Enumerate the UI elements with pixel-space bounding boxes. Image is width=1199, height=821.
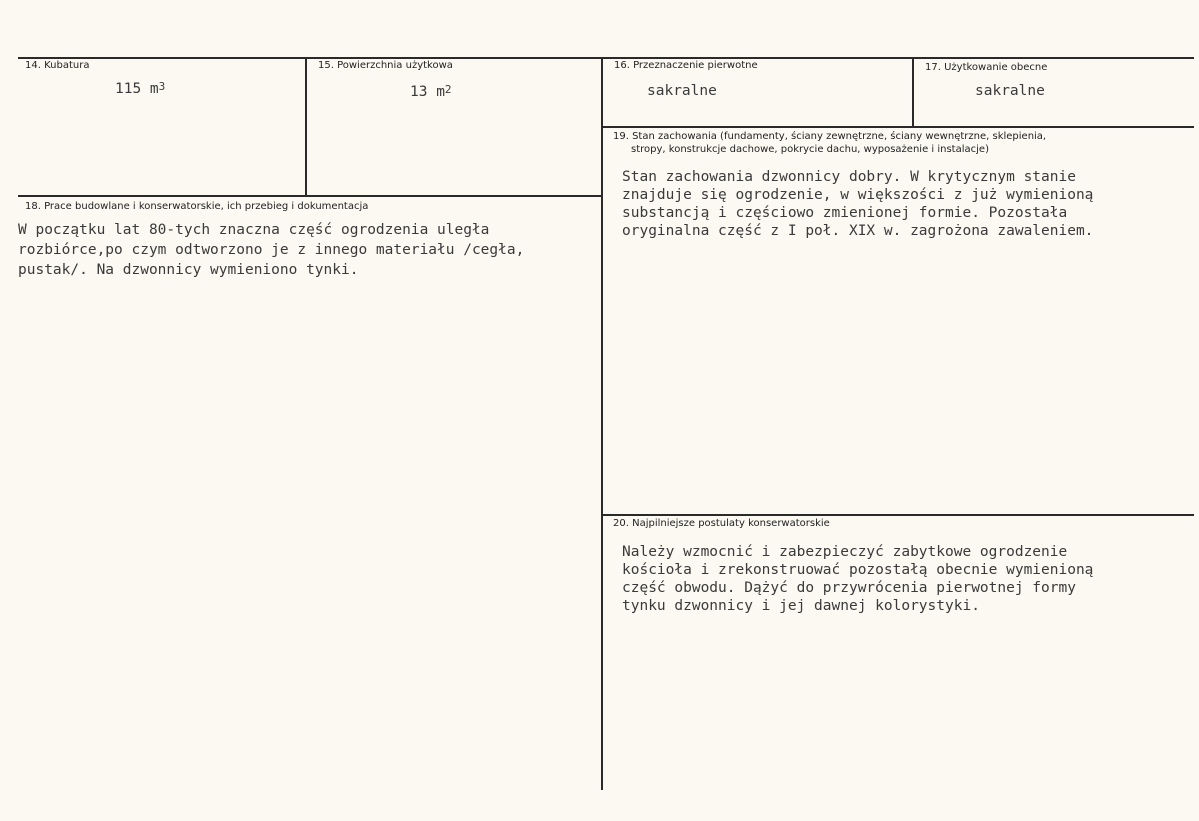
hline-under-14-15 bbox=[18, 195, 602, 197]
section-20-line: część obwodu. Dążyć do przywrócenia pierwotnej formy bbox=[622, 580, 1076, 596]
top-border-line bbox=[18, 57, 1194, 59]
section-15-label: 15. Powierzchnia użytkowa bbox=[318, 60, 453, 71]
section-17-value: sakralne bbox=[975, 83, 1045, 99]
hline-under-16-17 bbox=[602, 126, 1194, 128]
divider-left-right bbox=[601, 57, 603, 790]
section-16-value: sakralne bbox=[647, 83, 717, 99]
section-18-line: W początku lat 80-tych znaczna część ogrodzenia uległa bbox=[18, 222, 490, 238]
section-19-label-line2: stropy, konstrukcje dachowe, pokrycie dachu, wyposażenie i instalacje) bbox=[631, 144, 989, 155]
section-18-label: 18. Prace budowlane i konserwatorskie, ich przebieg i dokumentacja bbox=[25, 201, 369, 212]
section-17-label: 17. Użytkowanie obecne bbox=[925, 62, 1048, 73]
hline-above-20 bbox=[602, 514, 1194, 516]
section-19-line: znajduje się ogrodzenie, w większości z już wymienioną bbox=[622, 187, 1094, 203]
section-15-value: 13 $m^2$ bbox=[410, 83, 452, 100]
section-20-label: 20. Najpilniejsze postulaty konserwatorskie bbox=[613, 518, 830, 529]
divider-14-15 bbox=[305, 57, 307, 195]
section-20-line: Należy wzmocnić i zabezpieczyć zabytkowe ogrodzenie bbox=[622, 544, 1068, 560]
section-20-line: kościoła i zrekonstruować pozostałą obecnie wymienioną bbox=[622, 562, 1094, 578]
section-14-value: 115 $m^3$ bbox=[115, 80, 166, 97]
section-18-line: pustak/. Na dzwonnicy wymieniono tynki. bbox=[18, 262, 359, 278]
section-19-line: oryginalna część z I poł. XIX w. zagrożona zawaleniem. bbox=[622, 223, 1094, 239]
section-14-label: 14. Kubatura bbox=[25, 60, 90, 71]
section-19-label-line1: 19. Stan zachowania (fundamenty, ściany zewnętrzne, ściany wewnętrzne, sklepienia, bbox=[613, 131, 1047, 142]
section-18-line: rozbiórce,po czym odtworzono je z innego materiału /cegła, bbox=[18, 242, 525, 258]
section-20-line: tynku dzwonnicy i jej dawnej kolorystyki. bbox=[622, 598, 980, 614]
section-19-line: substancją i częściowo zmienionej formie. Pozostała bbox=[622, 205, 1068, 221]
divider-16-17 bbox=[912, 57, 914, 127]
section-19-line: Stan zachowania dzwonnicy dobry. W krytycznym stanie bbox=[622, 169, 1076, 185]
section-16-label: 16. Przeznaczenie pierwotne bbox=[614, 60, 758, 71]
